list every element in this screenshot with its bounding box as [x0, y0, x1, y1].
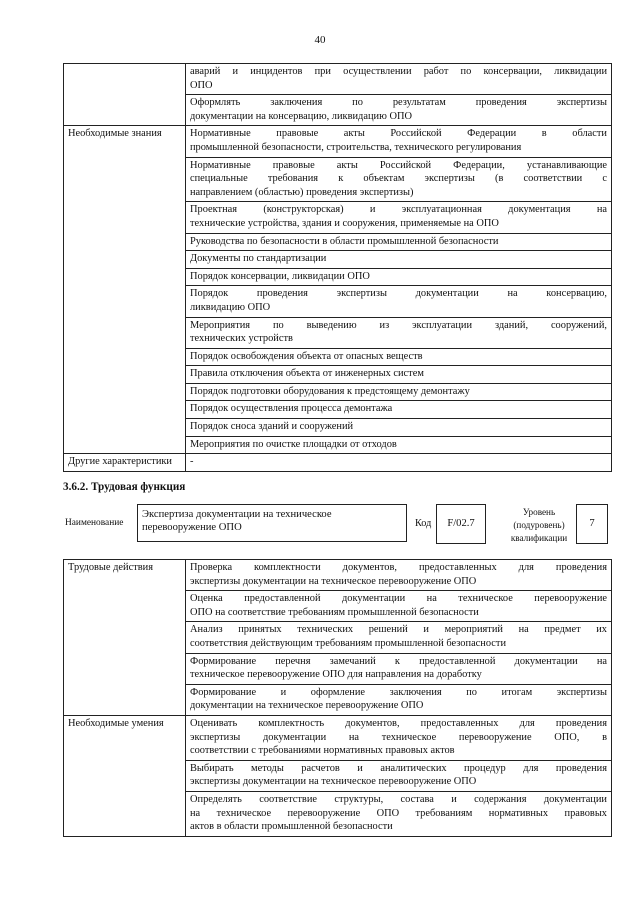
name-label: Наименование	[65, 518, 124, 528]
row-description	[186, 366, 612, 384]
description-line: Порядок освобождения объекта от опасных веществ	[190, 350, 423, 362]
row-description	[186, 760, 612, 791]
description-line: Нормативные правовые акты Российской Федерации в области	[190, 128, 607, 140]
row-description	[186, 791, 612, 836]
row-description	[186, 560, 612, 591]
table-row	[64, 715, 612, 760]
description-line: технических устройств	[190, 333, 293, 345]
row-category: Необходимые умения	[64, 715, 186, 836]
row-description	[186, 383, 612, 401]
code-label: Код	[415, 518, 432, 529]
description-line: Порядок осуществления процесса демонтажа	[190, 403, 393, 415]
description-line: Определять соответствие структуры, состава и содержания документации	[190, 793, 607, 805]
row-description	[186, 233, 612, 251]
description-line: Выбирать методы расчетов и аналитических процедур для проведения	[190, 762, 607, 774]
row-description	[186, 251, 612, 269]
description-line: Порядок проведения экспертизы документации на консервацию,	[190, 288, 607, 300]
description-line: Проверка комплектности документов, предоставленных для проведения	[190, 562, 607, 573]
description-line: аварий и инцидентов при осуществлении работ по консервации, ликвидации	[190, 66, 607, 77]
table-row	[64, 126, 612, 157]
row-description	[186, 64, 612, 95]
row-description	[186, 419, 612, 437]
row-description	[186, 401, 612, 419]
description-line: ОПО	[190, 79, 213, 91]
description-line: ликвидацию ОПО	[190, 301, 271, 313]
row-category: Трудовые действия	[64, 560, 186, 716]
competency-table-top	[63, 63, 612, 472]
description-line: Формирование и оформление заключения по итогам экспертизы	[190, 686, 607, 698]
description-line: Нормативные правовые акты Российской Федерации, устанавливающие	[190, 159, 607, 171]
description-line: направлением (областью) проведения экспертизы)	[190, 186, 414, 198]
description-line: Правила отключения объекта от инженерных систем	[190, 368, 424, 380]
table-row	[64, 64, 612, 95]
description-line: промышленной безопасности, строительства, технического регулирования	[190, 141, 522, 153]
description-line: Анализ принятых технических решений и мероприятий на предмет их	[190, 624, 607, 636]
description-line: Формирование перечня замечаний к предоставленной документации на	[190, 655, 607, 667]
row-description	[186, 126, 612, 157]
row-description	[186, 436, 612, 454]
description-line: специальные требования к объектам экспертизы (в соответствии с	[190, 173, 607, 185]
description-line: актов в области промышленной безопасности	[190, 821, 393, 833]
row-description	[186, 591, 612, 622]
row-description	[186, 622, 612, 653]
level-value: 7	[576, 504, 608, 544]
row-description	[186, 286, 612, 317]
description-line: Руководства по безопасности в области промышленной безопасности	[190, 235, 499, 247]
description-line: Порядок сноса зданий и сооружений	[190, 421, 354, 433]
row-description	[186, 454, 612, 472]
description-line: документации на консервацию, ликвидацию ОПО	[190, 110, 412, 122]
row-description	[186, 653, 612, 684]
description-line: документации на техническое перевооружение ОПО	[190, 700, 424, 712]
page-number: 40	[314, 34, 326, 46]
row-category	[64, 64, 186, 126]
competency-table-bottom	[63, 559, 612, 837]
description-line: Мероприятия по выведению из эксплуатации зданий, сооружений,	[190, 319, 607, 331]
function-header	[63, 502, 611, 548]
description-line: ОПО на соответствие требованиям промышленной безопасности	[190, 606, 479, 618]
row-description	[186, 268, 612, 286]
description-line: -	[190, 456, 194, 468]
description-line: экспертизы документации на техническое перевооружение ОПО	[190, 776, 477, 788]
row-description	[186, 95, 612, 126]
code-value: F/02.7	[436, 504, 486, 544]
description-line: экспертизы документации на техническое перевооружение ОПО, в	[190, 731, 607, 743]
level-label: Уровень (подуровень) квалификации	[510, 507, 568, 543]
description-line: Мероприятия по очистке площадки от отходов	[190, 438, 397, 450]
row-description	[186, 157, 612, 202]
description-line: Оценивать комплектность документов, предоставленных для проведения	[190, 717, 607, 729]
description-line: Оформлять заключения по результатам проведения экспертизы	[190, 97, 607, 109]
row-category: Другие характеристики	[64, 454, 186, 472]
description-line: Порядок подготовки оборудования к предстоящему демонтажу	[190, 385, 470, 397]
description-line: Оценка предоставленной документации на техническое перевооружение	[190, 593, 607, 605]
description-line: Документы по стандартизации	[190, 253, 327, 265]
row-description	[186, 715, 612, 760]
section-heading: 3.6.2. Трудовая функция	[63, 481, 186, 493]
description-line: технические устройства, здания и сооружения, применяемые на ОПО	[190, 217, 499, 229]
row-description	[186, 348, 612, 366]
description-line: соответствия действующим требованиям промышленной безопасности	[190, 637, 507, 649]
row-description	[186, 317, 612, 348]
description-line: на техническое перевооружение ОПО требованиям нормативных правовых	[190, 807, 607, 819]
row-category: Необходимые знания	[64, 126, 186, 454]
description-line: соответствии с требованиями нормативных правовых актов	[190, 745, 455, 757]
table-row	[64, 560, 612, 591]
row-description	[186, 684, 612, 715]
table-row	[64, 454, 612, 472]
description-line: Порядок консервации, ликвидации ОПО	[190, 270, 370, 282]
name-value: Экспертиза документации на техническое перевооружение ОПО	[137, 504, 407, 542]
description-line: экспертизы документации на техническое перевооружение ОПО	[190, 575, 477, 587]
row-description	[186, 202, 612, 233]
description-line: техническое перевооружение ОПО для направления на доработку	[190, 669, 482, 681]
description-line: Проектная (конструкторская) и эксплуатационная документация на	[190, 204, 607, 216]
